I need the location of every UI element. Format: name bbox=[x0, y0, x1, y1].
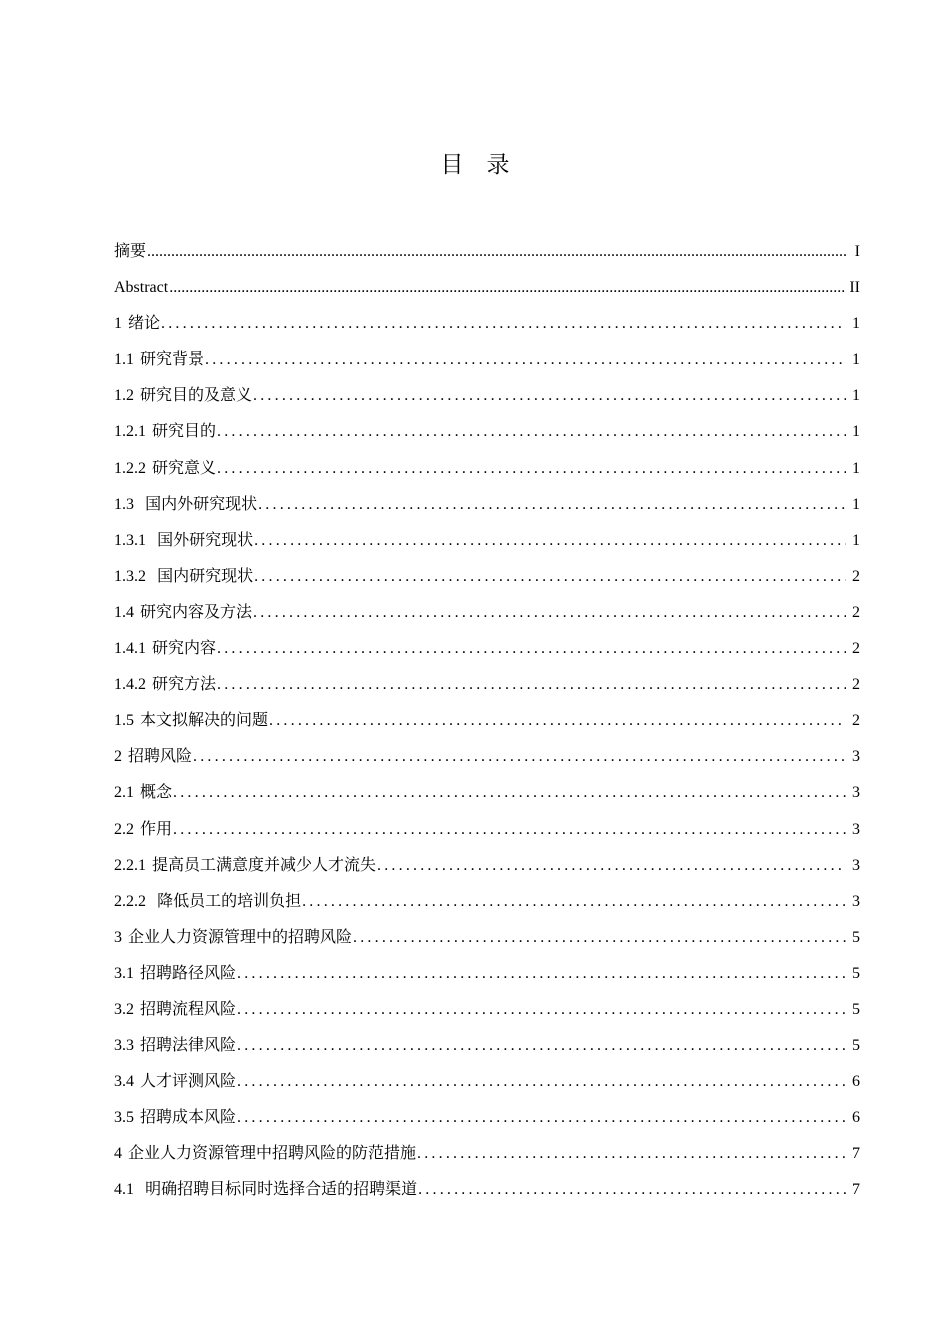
toc-entry[interactable] bbox=[114, 341, 860, 377]
toc-leader-dots bbox=[237, 1064, 846, 1100]
toc-page-number: 5 bbox=[852, 1037, 860, 1055]
toc-entry-text: 研究目的及意义 bbox=[140, 385, 253, 405]
toc-entry[interactable] bbox=[114, 774, 860, 810]
toc-entry-text: 招聘路径风险 bbox=[140, 962, 237, 982]
toc-entry-text: 国外研究现状 bbox=[152, 529, 254, 549]
toc-page-number: 5 bbox=[852, 1000, 860, 1018]
toc-entry-label bbox=[114, 847, 376, 884]
toc-page-number: 6 bbox=[852, 1073, 860, 1091]
toc-page-number: 2 bbox=[852, 640, 860, 658]
toc-page-number: 2 bbox=[852, 567, 860, 585]
toc-entry[interactable] bbox=[114, 702, 860, 738]
toc-leader-dots bbox=[253, 378, 846, 414]
toc-entry-text: 降低员工的培训负担 bbox=[152, 890, 302, 910]
toc-page-number: 2 bbox=[852, 603, 860, 621]
toc-entry[interactable] bbox=[114, 1171, 860, 1207]
toc-entry-number: 3.5 bbox=[114, 1109, 134, 1127]
toc-leader-dots bbox=[237, 1100, 846, 1136]
toc-page-number: 1 bbox=[852, 495, 860, 513]
toc-entry-text: 概念 bbox=[140, 782, 173, 802]
toc-page-number: II bbox=[849, 279, 860, 297]
toc-page-number: I bbox=[854, 243, 860, 260]
toc-entry[interactable] bbox=[114, 883, 860, 919]
toc-entry[interactable] bbox=[114, 919, 860, 955]
toc-entry-text: 人才评测风险 bbox=[140, 1071, 237, 1091]
toc-page-number: 3 bbox=[852, 748, 860, 766]
toc-entry-label bbox=[114, 305, 160, 342]
toc-entry-label bbox=[114, 450, 216, 487]
toc-leader-dots bbox=[193, 739, 846, 775]
toc-entry-text: 研究方法 bbox=[152, 674, 217, 694]
toc-entry-label bbox=[114, 666, 216, 703]
toc-entry-text: 招聘流程风险 bbox=[140, 998, 237, 1018]
toc-entry[interactable] bbox=[114, 1099, 860, 1135]
toc-entry-number: 4 bbox=[114, 1145, 122, 1163]
toc-entry[interactable] bbox=[114, 666, 860, 702]
toc-entry[interactable] bbox=[114, 1063, 860, 1099]
toc-leader-dots bbox=[254, 559, 846, 595]
toc-entry-number: 4.1 bbox=[114, 1181, 134, 1199]
toc-entry[interactable] bbox=[114, 811, 860, 847]
toc-page-number: 1 bbox=[852, 423, 860, 441]
toc-entry-number: 3.1 bbox=[114, 964, 134, 982]
toc-page-number: 3 bbox=[852, 820, 860, 838]
toc-entry-label bbox=[114, 774, 172, 811]
toc-page-number: 2 bbox=[852, 712, 860, 730]
toc-entry-label bbox=[114, 1063, 236, 1100]
toc-page-number: 3 bbox=[852, 784, 860, 802]
toc-entry-text: 招聘成本风险 bbox=[140, 1107, 237, 1127]
toc-entry-number: 2.2.2 bbox=[114, 892, 146, 910]
toc-entry-number: 1.2.2 bbox=[114, 459, 146, 477]
toc-leader-dots bbox=[217, 631, 846, 667]
toc-entry-label bbox=[114, 738, 192, 775]
toc-entry-number: 1.3.1 bbox=[114, 531, 146, 549]
toc-entry-number: 1.2 bbox=[114, 387, 134, 405]
toc-entry-label bbox=[114, 1099, 236, 1136]
toc-leader-dots bbox=[417, 1136, 846, 1172]
toc-title: 目 录 bbox=[440, 152, 510, 178]
toc-leader-dots bbox=[269, 703, 846, 739]
toc-page-number: 7 bbox=[852, 1181, 860, 1199]
toc-entry-text: 绪论 bbox=[128, 313, 161, 333]
toc-leader-dots bbox=[254, 523, 846, 559]
toc-leader-dots bbox=[253, 595, 846, 631]
toc-entry[interactable] bbox=[114, 955, 860, 991]
toc-entry-label bbox=[114, 1171, 417, 1208]
toc-entry-label bbox=[114, 413, 216, 450]
toc-entry-label bbox=[114, 630, 216, 667]
toc-entry-text: Abstract bbox=[114, 279, 169, 297]
toc-entry-text: 研究内容 bbox=[152, 638, 217, 658]
toc-entry-number: 1.4 bbox=[114, 603, 134, 621]
toc-entry[interactable] bbox=[114, 233, 860, 269]
toc-page-number: 5 bbox=[852, 964, 860, 982]
toc-entry-text: 本文拟解决的问题 bbox=[140, 710, 269, 730]
toc-leader-dots bbox=[161, 306, 846, 342]
toc-leader-dots bbox=[173, 775, 846, 811]
toc-entry-number: 1.3.2 bbox=[114, 567, 146, 585]
toc-entry-number: 2.2.1 bbox=[114, 856, 146, 874]
toc-entry-label bbox=[114, 341, 204, 378]
toc-leader-dots bbox=[169, 270, 846, 306]
toc-entry-label bbox=[114, 233, 146, 269]
toc-entry-label bbox=[114, 558, 253, 595]
toc-leader-dots bbox=[217, 667, 846, 703]
toc-entry[interactable] bbox=[114, 450, 860, 486]
toc-entry[interactable] bbox=[114, 738, 860, 774]
toc-leader-dots bbox=[173, 812, 846, 848]
toc-page-number: 7 bbox=[852, 1145, 860, 1163]
toc-entry-number: 1 bbox=[114, 315, 122, 333]
toc-entry[interactable] bbox=[114, 630, 860, 666]
toc-entry-label bbox=[114, 811, 172, 848]
toc-page-number: 1 bbox=[852, 531, 860, 549]
toc-entry-text: 研究目的 bbox=[152, 421, 217, 441]
toc-entry-number: 3 bbox=[114, 928, 122, 946]
toc-entry-number: 1.3 bbox=[114, 495, 134, 513]
toc-entry[interactable] bbox=[114, 594, 860, 630]
toc-entry-label bbox=[114, 955, 236, 992]
toc-leader-dots bbox=[217, 451, 846, 487]
toc-entry[interactable] bbox=[114, 1135, 860, 1171]
toc-entry-number: 2.1 bbox=[114, 784, 134, 802]
toc-leader-dots bbox=[147, 234, 846, 270]
toc-page-number: 1 bbox=[852, 351, 860, 369]
toc-leader-dots bbox=[217, 414, 846, 450]
toc-entry[interactable] bbox=[114, 1027, 860, 1063]
toc-page-number: 2 bbox=[852, 676, 860, 694]
toc-leader-dots bbox=[237, 992, 846, 1028]
toc-entry-number: 3.4 bbox=[114, 1073, 134, 1091]
toc-leader-dots bbox=[237, 1028, 846, 1064]
toc-page-number: 3 bbox=[852, 892, 860, 910]
toc-leader-dots bbox=[205, 342, 846, 378]
toc-entry-label bbox=[114, 919, 352, 956]
toc-entry-label bbox=[114, 1135, 416, 1172]
toc-entry-label bbox=[114, 522, 253, 559]
toc-entry-number: 2.2 bbox=[114, 820, 134, 838]
toc-entry-label bbox=[114, 594, 252, 631]
toc-entry-text: 招聘法律风险 bbox=[140, 1035, 237, 1055]
toc-leader-dots bbox=[353, 920, 846, 956]
toc-entry-number: 3.3 bbox=[114, 1037, 134, 1055]
toc-page-number: 1 bbox=[852, 387, 860, 405]
toc-entry-text: 作用 bbox=[140, 818, 173, 838]
toc-entry[interactable] bbox=[114, 522, 860, 558]
toc-entry-text: 国内研究现状 bbox=[152, 565, 254, 585]
toc-entry-text: 研究内容及方法 bbox=[140, 601, 253, 621]
toc-leader-dots bbox=[237, 956, 846, 992]
toc-leader-dots bbox=[302, 884, 846, 920]
toc-entry-text: 企业人力资源管理中的招聘风险 bbox=[128, 926, 353, 946]
toc-entry[interactable] bbox=[114, 486, 860, 522]
toc-entry-text: 明确招聘目标同时选择合适的招聘渠道 bbox=[140, 1179, 418, 1199]
toc-leader-dots bbox=[258, 487, 846, 523]
toc-entry[interactable] bbox=[114, 377, 860, 413]
toc-entry-text: 企业人力资源管理中招聘风险的防范措施 bbox=[128, 1143, 417, 1163]
table-of-contents bbox=[114, 233, 860, 1208]
toc-page-number: 1 bbox=[852, 315, 860, 333]
toc-entry-number: 1.2.1 bbox=[114, 423, 146, 441]
toc-leader-dots bbox=[377, 848, 846, 884]
toc-entry-number: 3.2 bbox=[114, 1000, 134, 1018]
toc-entry-label bbox=[114, 377, 252, 414]
toc-entry[interactable] bbox=[114, 305, 860, 341]
toc-entry-label bbox=[114, 1027, 236, 1064]
toc-entry[interactable] bbox=[114, 269, 860, 305]
toc-entry-number: 1.5 bbox=[114, 712, 134, 730]
toc-entry-text: 国内外研究现状 bbox=[140, 493, 258, 513]
toc-entry-label bbox=[114, 269, 168, 306]
toc-entry-number: 1.4.2 bbox=[114, 676, 146, 694]
toc-entry-label bbox=[114, 883, 301, 920]
toc-entry[interactable] bbox=[114, 991, 860, 1027]
toc-entry-text: 研究意义 bbox=[152, 457, 217, 477]
toc-page-number: 6 bbox=[852, 1109, 860, 1127]
toc-entry-label bbox=[114, 702, 268, 739]
toc-entry-label bbox=[114, 486, 257, 523]
toc-entry[interactable] bbox=[114, 413, 860, 449]
toc-entry-label bbox=[114, 991, 236, 1028]
toc-entry[interactable] bbox=[114, 847, 860, 883]
toc-entry-text: 摘要 bbox=[114, 241, 147, 260]
toc-entry-text: 提高员工满意度并减少人才流失 bbox=[152, 854, 377, 874]
toc-leader-dots bbox=[418, 1172, 846, 1208]
toc-page-number: 5 bbox=[852, 928, 860, 946]
toc-entry-number: 1.4.1 bbox=[114, 640, 146, 658]
toc-entry-text: 招聘风险 bbox=[128, 746, 193, 766]
toc-entry-number: 1.1 bbox=[114, 351, 134, 369]
toc-page-number: 1 bbox=[852, 459, 860, 477]
toc-entry-text: 研究背景 bbox=[140, 349, 205, 369]
toc-entry-number: 2 bbox=[114, 748, 122, 766]
toc-entry[interactable] bbox=[114, 558, 860, 594]
toc-page-number: 3 bbox=[852, 856, 860, 874]
